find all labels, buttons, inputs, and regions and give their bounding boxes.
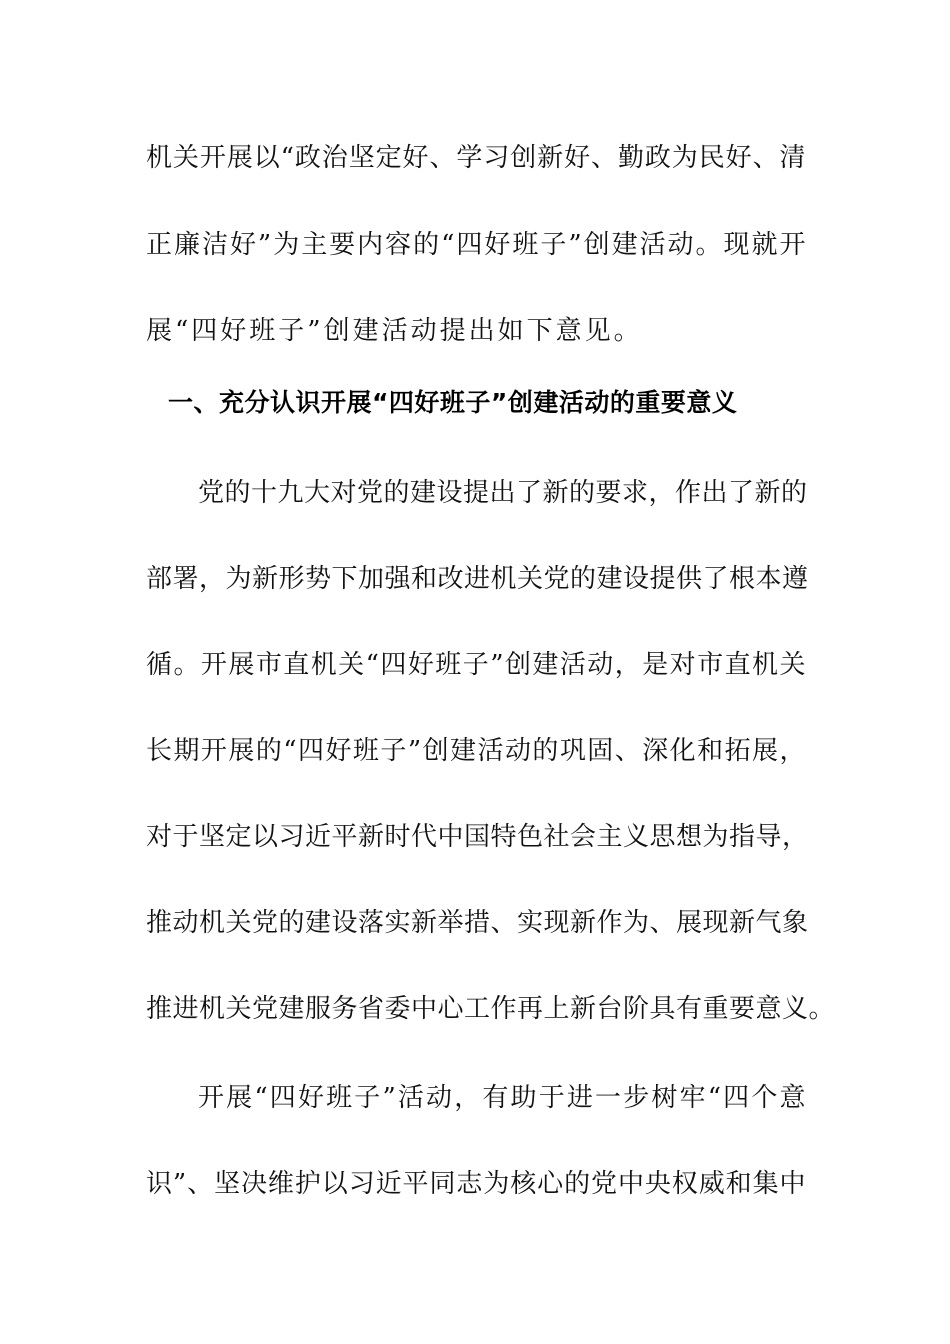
section-heading: 一、充分认识开展“四好班子”创建活动的重要意义 (168, 388, 738, 417)
intro-line-3: 展“四好班子”创建活动提出如下意见。 (146, 316, 643, 346)
paragraph1-line-6: 推动机关党的建设落实新举措、实现新作为、展现新气象 (146, 908, 809, 938)
paragraph1-line-7: 推进机关党建服务省委中心工作再上新台阶具有重要意义。 (146, 994, 836, 1024)
intro-line-1: 机关开展以“政治坚定好、学习创新好、勤政为民好、清 (146, 143, 806, 173)
paragraph2-line-2: 识”、坚决维护以习近平同志为核心的党中央权威和集中 (146, 1169, 806, 1199)
paragraph1-line-2: 部署，为新形势下加强和改进机关党的建设提供了根本遵 (146, 564, 809, 594)
paragraph1-line-3: 循。开展市直机关“四好班子”创建活动，是对市直机关 (146, 650, 806, 680)
paragraph1-line-5: 对于坚定以习近平新时代中国特色社会主义思想为指导， (146, 822, 809, 852)
intro-line-2: 正廉洁好”为主要内容的“四好班子”创建活动。现就开 (146, 230, 806, 260)
paragraph2-line-1: 开展“四好班子”活动，有助于进一步树牢“四个意 (198, 1083, 806, 1113)
paragraph1-line-1: 党的十九大对党的建设提出了新的要求，作出了新的 (198, 478, 808, 508)
paragraph1-line-4: 长期开展的“四好班子”创建活动的巩固、深化和拓展， (146, 736, 806, 766)
